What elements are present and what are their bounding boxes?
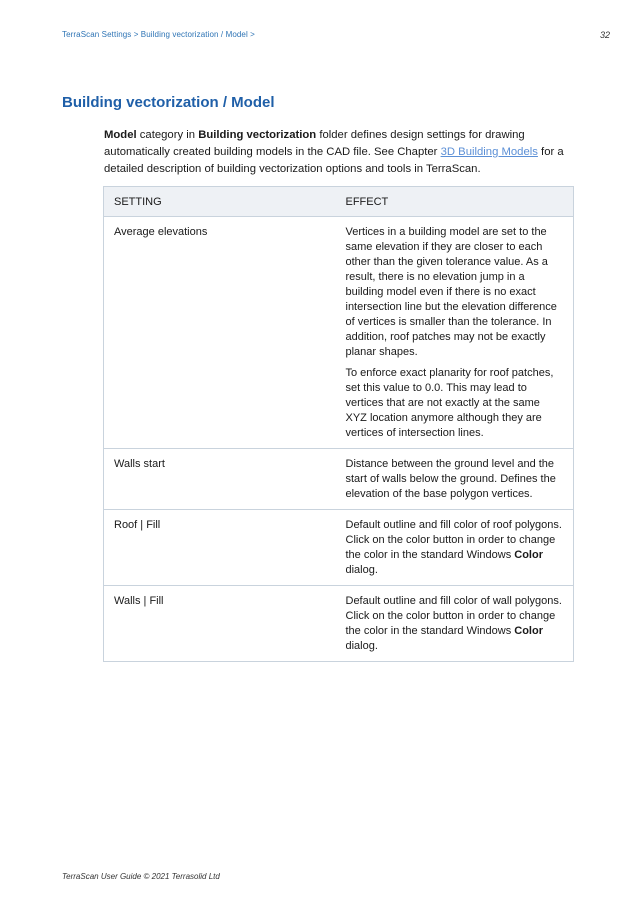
effect-text: Default outline and fill color of roof polygons. Click on the color button in order to change the color in the standard Windows (345, 519, 562, 561)
setting-cell: Walls | Fill (104, 586, 336, 662)
column-header-effect: EFFECT (336, 187, 574, 217)
table-header-row (104, 187, 574, 217)
table-row (104, 217, 574, 449)
intro-paragraph (104, 127, 574, 178)
effect-cell (336, 586, 574, 662)
table-row (104, 449, 574, 510)
effect-cell (336, 510, 574, 586)
intro-text-2: folder defines design settings for drawing automatically created building models in the CAD file. See Chapter (104, 129, 525, 158)
setting-cell: Average elevations (104, 217, 336, 449)
effect-paragraph: To enforce exact planarity for roof patches, set this value to 0.0. This may lead to vertices that are not exactly at the same XYZ location anymore although they are vertices of intersection lines. (345, 367, 554, 439)
effect-bold-color: Color (514, 625, 543, 637)
setting-cell: Roof | Fill (104, 510, 336, 586)
intro-text-1: category in (136, 129, 199, 141)
page-header (62, 30, 610, 44)
section-title: Building vectorization / Model (62, 94, 275, 111)
intro-bold-building-vectorization: Building vectorization (198, 129, 317, 141)
link-3d-building-models[interactable]: 3D Building Models (440, 146, 538, 158)
page-number: 32 (599, 30, 610, 40)
table-row (104, 586, 574, 662)
intro-text-3: for a detailed description of building vectorization options and tools in TerraScan. (104, 146, 564, 175)
column-header-setting: SETTING (104, 187, 336, 217)
setting-cell: Walls start (104, 449, 336, 510)
settings-table (103, 186, 574, 662)
effect-bold-color: Color (514, 549, 543, 561)
effect-text: Default outline and fill color of wall polygons. Click on the color button in order to change the color in the standard Windows (345, 595, 562, 637)
page-footer: TerraScan User Guide © 2021 Terrasolid Ltd (62, 872, 220, 881)
effect-paragraph: Vertices in a building model are set to the same elevation if they are closer to each other than the given tolerance value. As a result, there is no elevation jump in a building model even if there is no exact intersection line but the elevation difference of vertices is smaller than the tolerance. In addition, roof patches may not be exactly planar shapes. (345, 226, 557, 358)
effect-paragraph: Distance between the ground level and the start of walls below the ground. Defines the elevation of the base polygon vertices. (345, 458, 556, 500)
table-row (104, 510, 574, 586)
effect-text: dialog. (345, 564, 378, 576)
effect-cell (336, 449, 574, 510)
effect-text: dialog. (345, 640, 378, 652)
effect-cell (336, 217, 574, 449)
breadcrumb[interactable]: TerraScan Settings > Building vectorization / Model > (62, 30, 255, 39)
intro-bold-model: Model (104, 129, 137, 141)
